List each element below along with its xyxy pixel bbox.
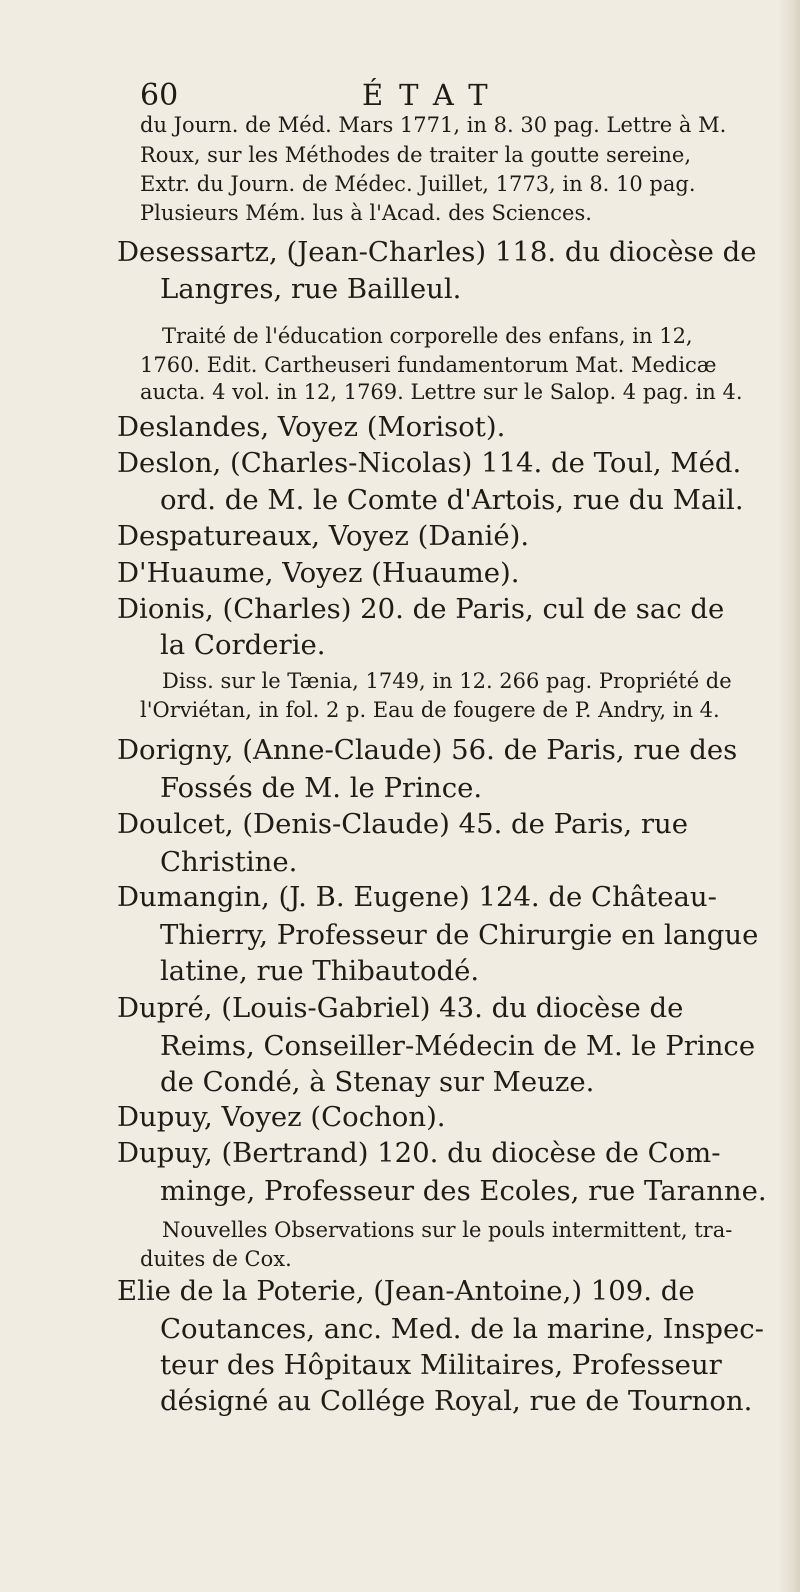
entry-line: Despatureaux, Voyez (Danié). bbox=[117, 520, 530, 552]
note-line: Diss. sur le Tænia, 1749, in 12. 266 pag. Propriété de bbox=[162, 669, 732, 693]
entry-line: Deslon, (Charles-Nicolas) 114. de Toul, Méd. bbox=[117, 447, 742, 479]
entry-line: Doulcet, (Denis-Claude) 45. de Paris, rue bbox=[117, 808, 689, 840]
entry-line: la Corderie. bbox=[160, 629, 326, 661]
entry-line: Dupuy, Voyez (Cochon). bbox=[117, 1101, 446, 1133]
entry-line: Dumangin, (J. B. Eugene) 124. de Château- bbox=[117, 881, 717, 913]
note-line: Extr. du Journ. de Médec. Juillet, 1773, in 8. 10 pag. bbox=[140, 172, 696, 196]
entry-line: Dupuy, (Bertrand) 120. du diocèse de Com- bbox=[117, 1137, 721, 1169]
entry-line: Dupré, (Louis-Gabriel) 43. du diocèse de bbox=[117, 992, 684, 1024]
entry-line: Christine. bbox=[160, 846, 298, 878]
running-title: ÉTAT bbox=[362, 78, 504, 112]
entry-line: Coutances, anc. Med. de la marine, Inspec- bbox=[160, 1313, 764, 1345]
entry-line: latine, rue Thibautodé. bbox=[160, 955, 480, 987]
entry-line: Thierry, Professeur de Chirurgie en langue bbox=[160, 919, 759, 951]
entry-line: Elie de la Poterie, (Jean-Antoine,) 109. de bbox=[117, 1275, 695, 1307]
note-line: Plusieurs Mém. lus à l'Acad. des Sciences. bbox=[140, 201, 592, 225]
entry-line: teur des Hôpitaux Militaires, Professeur bbox=[160, 1349, 722, 1381]
entry-line: ord. de M. le Comte d'Artois, rue du Mail. bbox=[160, 484, 744, 516]
entry-line: Dorigny, (Anne-Claude) 56. de Paris, rue des bbox=[117, 734, 738, 766]
running-head bbox=[140, 78, 700, 118]
entry-line: Deslandes, Voyez (Morisot). bbox=[117, 411, 506, 443]
entry-line: Langres, rue Bailleul. bbox=[160, 273, 462, 305]
note-line: Nouvelles Observations sur le pouls intermittent, tra- bbox=[162, 1218, 733, 1242]
entry-line: minge, Professeur des Ecoles, rue Taranne. bbox=[160, 1175, 767, 1207]
note-line: duites de Cox. bbox=[140, 1247, 292, 1271]
entry-line: de Condé, à Stenay sur Meuze. bbox=[160, 1066, 595, 1098]
note-line: aucta. 4 vol. in 12, 1769. Lettre sur le Salop. 4 pag. in 4. bbox=[140, 380, 743, 404]
note-line: du Journ. de Méd. Mars 1771, in 8. 30 pag. Lettre à M. bbox=[140, 113, 727, 137]
note-line: Traité de l'éducation corporelle des enfans, in 12, bbox=[162, 324, 693, 348]
page-number: 60 bbox=[140, 78, 179, 113]
entry-line: D'Huaume, Voyez (Huaume). bbox=[117, 557, 520, 589]
entry-line: Fossés de M. le Prince. bbox=[160, 772, 483, 804]
entry-line: Desessartz, (Jean-Charles) 118. du diocèse de bbox=[117, 236, 757, 268]
note-line: 1760. Edit. Cartheuseri fundamentorum Mat. Medicæ bbox=[140, 353, 717, 377]
page-edge-shadow bbox=[778, 0, 800, 1592]
note-line: l'Orviétan, in fol. 2 p. Eau de fougere de P. Andry, in 4. bbox=[140, 698, 720, 722]
entry-line: Dionis, (Charles) 20. de Paris, cul de sac de bbox=[117, 593, 725, 625]
note-line: Roux, sur les Méthodes de traiter la goutte sereine, bbox=[140, 143, 692, 167]
entry-line: désigné au Collége Royal, rue de Tournon. bbox=[160, 1385, 753, 1417]
entry-line: Reims, Conseiller-Médecin de M. le Prince bbox=[160, 1030, 756, 1062]
